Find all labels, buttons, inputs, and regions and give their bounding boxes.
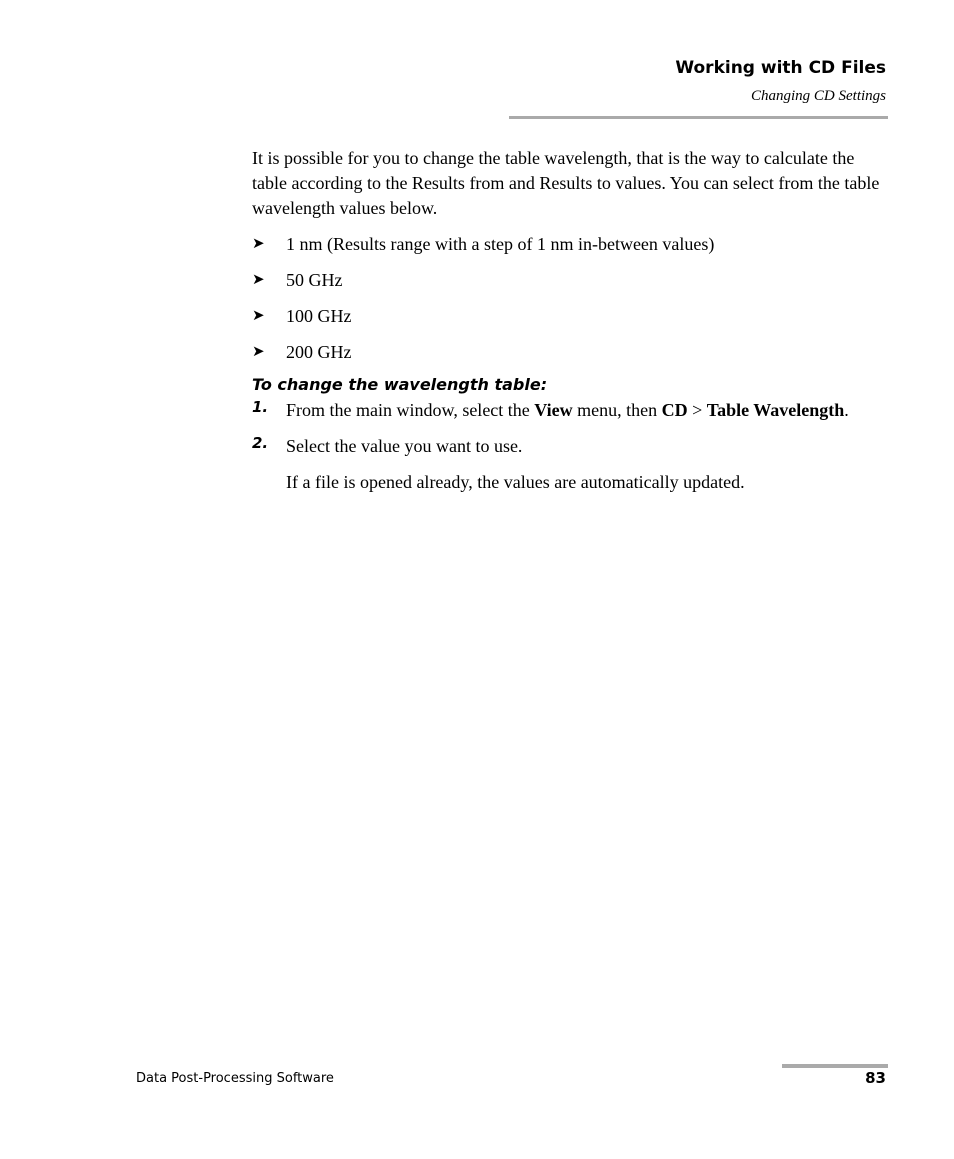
header-rule bbox=[509, 116, 888, 119]
list-item bbox=[252, 232, 892, 257]
chapter-title: Working with CD Files bbox=[675, 58, 886, 78]
intro-paragraph: It is possible for you to change the table wavelength, that is the way to calculate the table according to the Results from and Results to values. You can select from the table wavelength values below. bbox=[252, 148, 880, 218]
text: . bbox=[844, 400, 849, 420]
list-item bbox=[252, 304, 892, 329]
footer-rule bbox=[782, 1064, 888, 1068]
list-item bbox=[252, 268, 892, 293]
step-note: If a file is opened already, the values are automatically updated. bbox=[286, 472, 745, 492]
list-item bbox=[252, 340, 892, 365]
text: From the main window, select the bbox=[286, 400, 535, 420]
step-text: Select the value you want to use. bbox=[286, 436, 523, 456]
document-title: Data Post-Processing Software bbox=[136, 1071, 334, 1086]
step-1 bbox=[252, 398, 892, 423]
bullet-text: 200 GHz bbox=[286, 342, 352, 362]
text: > bbox=[687, 400, 707, 420]
bold-term: CD bbox=[661, 400, 688, 420]
content bbox=[252, 146, 892, 495]
page-number: 83 bbox=[865, 1069, 886, 1087]
procedure-title: To change the wavelength table: bbox=[252, 375, 548, 394]
bold-term: View bbox=[534, 400, 573, 420]
section-title: Changing CD Settings bbox=[750, 88, 886, 104]
arrow-bullet-icon: ➤ bbox=[252, 272, 265, 288]
step-number: 2. bbox=[252, 434, 269, 452]
bullet-text: 100 GHz bbox=[286, 306, 352, 326]
arrow-bullet-icon: ➤ bbox=[252, 308, 265, 324]
bullet-text: 1 nm (Results range with a step of 1 nm in-between values) bbox=[286, 234, 715, 254]
step-2 bbox=[252, 434, 892, 459]
step-text bbox=[286, 398, 849, 423]
bullet-text: 50 GHz bbox=[286, 270, 343, 290]
arrow-bullet-icon: ➤ bbox=[252, 236, 265, 252]
arrow-bullet-icon: ➤ bbox=[252, 344, 265, 360]
text: menu, then bbox=[572, 400, 662, 420]
step-number: 1. bbox=[252, 398, 269, 416]
bold-term: Table Wavelength bbox=[706, 400, 845, 420]
